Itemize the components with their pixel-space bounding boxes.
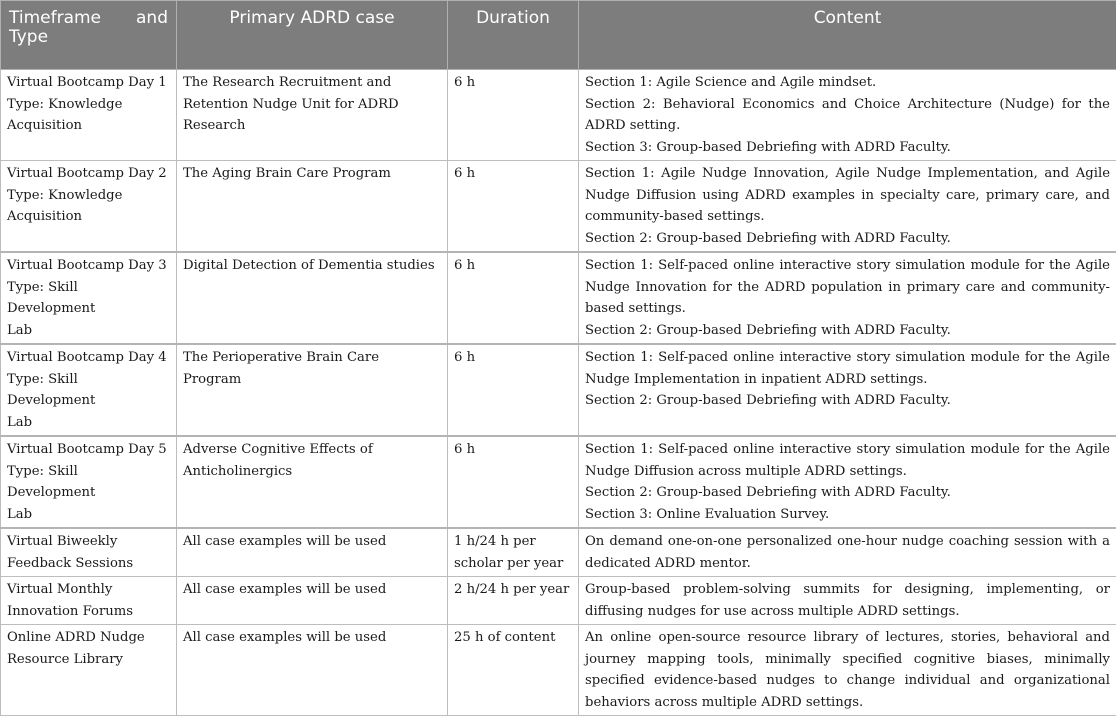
content-line: Section 1: Agile Nudge Innovation, Agile Nudge Implementation, and Agile Nudge Diffusion using ADRD examples in specialty care, primary care, and community-based settings. <box>585 163 1110 228</box>
content-cell <box>579 70 1116 161</box>
timeframe-line: Type: Skill Development <box>7 277 170 320</box>
duration-line: 6 h <box>454 72 572 94</box>
table-row <box>1 252 1116 344</box>
content-cell <box>579 344 1116 436</box>
timeframe-cell <box>1 577 177 625</box>
content-line: Section 1: Agile Science and Agile mindset. <box>585 72 1110 94</box>
content-line: Section 2: Group-based Debriefing with ADRD Faculty. <box>585 320 1110 342</box>
case-line: Anticholinergics <box>183 461 441 483</box>
timeframe-line: Lab <box>7 504 170 526</box>
timeframe-line: Lab <box>7 412 170 434</box>
case-line: The Research Recruitment and <box>183 72 441 94</box>
timeframe-line: Feedback Sessions <box>7 553 170 575</box>
duration-line: 6 h <box>454 255 572 277</box>
content-line: On demand one-on-one personalized one-hour nudge coaching session with a dedicated ADRD mentor. <box>585 531 1110 574</box>
table-row <box>1 528 1116 577</box>
duration-line: 2 h/24 h per year <box>454 579 572 601</box>
header-content: Content <box>579 1 1116 70</box>
duration-line: 6 h <box>454 163 572 185</box>
duration-cell <box>448 436 579 528</box>
timeframe-line: Online ADRD Nudge <box>7 627 170 649</box>
table-row <box>1 436 1116 528</box>
header-case: Primary ADRD case <box>177 1 448 70</box>
timeframe-line: Virtual Bootcamp Day 1 <box>7 72 170 94</box>
content-line: Section 2: Group-based Debriefing with ADRD Faculty. <box>585 482 1110 504</box>
timeframe-line: Acquisition <box>7 115 170 137</box>
case-cell <box>177 161 448 253</box>
case-cell <box>177 625 448 716</box>
timeframe-cell <box>1 344 177 436</box>
case-line: The Perioperative Brain Care Program <box>183 347 441 390</box>
timeframe-cell <box>1 161 177 253</box>
duration-cell <box>448 161 579 253</box>
table-row <box>1 344 1116 436</box>
duration-cell <box>448 625 579 716</box>
timeframe-line: Virtual Biweekly <box>7 531 170 553</box>
case-line: All case examples will be used <box>183 627 441 649</box>
timeframe-cell <box>1 252 177 344</box>
timeframe-cell <box>1 528 177 577</box>
duration-line: 6 h <box>454 439 572 461</box>
duration-line: scholar per year <box>454 553 572 575</box>
duration-line: 6 h <box>454 347 572 369</box>
content-line: Section 2: Group-based Debriefing with ADRD Faculty. <box>585 390 1110 412</box>
header-timeframe: Timeframe and Type <box>1 1 177 70</box>
table-row <box>1 70 1116 161</box>
content-cell <box>579 252 1116 344</box>
duration-cell <box>448 528 579 577</box>
timeframe-line: Virtual Bootcamp Day 5 <box>7 439 170 461</box>
timeframe-line: Virtual Bootcamp Day 3 <box>7 255 170 277</box>
case-line: Research <box>183 115 441 137</box>
timeframe-line: Type: Knowledge <box>7 185 170 207</box>
content-cell <box>579 528 1116 577</box>
case-cell <box>177 70 448 161</box>
case-cell <box>177 344 448 436</box>
timeframe-line: Type: Skill Development <box>7 461 170 504</box>
timeframe-line: Resource Library <box>7 649 170 671</box>
duration-cell <box>448 252 579 344</box>
timeframe-line: Virtual Monthly <box>7 579 170 601</box>
timeframe-line: Virtual Bootcamp Day 2 <box>7 163 170 185</box>
table-body <box>1 70 1116 716</box>
header-duration: Duration <box>448 1 579 70</box>
case-cell <box>177 252 448 344</box>
case-cell <box>177 577 448 625</box>
timeframe-line: Innovation Forums <box>7 601 170 623</box>
content-line: Section 1: Self-paced online interactive story simulation module for the Agile Nudge Innovation for the ADRD population in primary care and community-based settings. <box>585 255 1110 320</box>
content-line: Section 2: Behavioral Economics and Choice Architecture (Nudge) for the ADRD setting. <box>585 94 1110 137</box>
duration-line: 1 h/24 h per <box>454 531 572 553</box>
content-line: Section 1: Self-paced online interactive story simulation module for the Agile Nudge Diffusion across multiple ADRD settings. <box>585 439 1110 482</box>
header-row <box>1 1 1116 70</box>
table-row <box>1 161 1116 253</box>
timeframe-line: Lab <box>7 320 170 342</box>
timeframe-line: Type: Knowledge <box>7 94 170 116</box>
case-line: All case examples will be used <box>183 531 441 553</box>
timeframe-line: Virtual Bootcamp Day 4 <box>7 347 170 369</box>
content-line: Group-based problem-solving summits for designing, implementing, or diffusing nudges for use across multiple ADRD settings. <box>585 579 1110 622</box>
content-line: An online open-source resource library of lectures, stories, behavioral and journey mapping tools, minimally specified cognitive biases, minimally specified evidence-based nudges to change individual and organizational behaviors across multiple ADRD settings. <box>585 627 1110 713</box>
duration-cell <box>448 344 579 436</box>
case-line: Digital Detection of Dementia studies <box>183 255 441 277</box>
case-line: The Aging Brain Care Program <box>183 163 441 185</box>
content-line: Section 2: Group-based Debriefing with ADRD Faculty. <box>585 228 1110 250</box>
content-line: Section 3: Online Evaluation Survey. <box>585 504 1110 526</box>
timeframe-line: Acquisition <box>7 206 170 228</box>
content-line: Section 3: Group-based Debriefing with ADRD Faculty. <box>585 137 1110 159</box>
timeframe-cell <box>1 625 177 716</box>
content-cell <box>579 625 1116 716</box>
content-cell <box>579 577 1116 625</box>
content-cell <box>579 161 1116 253</box>
table-row <box>1 625 1116 716</box>
case-line: Retention Nudge Unit for ADRD <box>183 94 441 116</box>
timeframe-cell <box>1 436 177 528</box>
timeframe-line: Type: Skill Development <box>7 369 170 412</box>
duration-line: 25 h of content <box>454 627 572 649</box>
case-cell <box>177 528 448 577</box>
case-line: All case examples will be used <box>183 579 441 601</box>
timeframe-cell <box>1 70 177 161</box>
case-line: Adverse Cognitive Effects of <box>183 439 441 461</box>
case-cell <box>177 436 448 528</box>
table-row <box>1 577 1116 625</box>
content-line: Section 1: Self-paced online interactive story simulation module for the Agile Nudge Implementation in inpatient ADRD settings. <box>585 347 1110 390</box>
duration-cell <box>448 577 579 625</box>
content-cell <box>579 436 1116 528</box>
duration-cell <box>448 70 579 161</box>
